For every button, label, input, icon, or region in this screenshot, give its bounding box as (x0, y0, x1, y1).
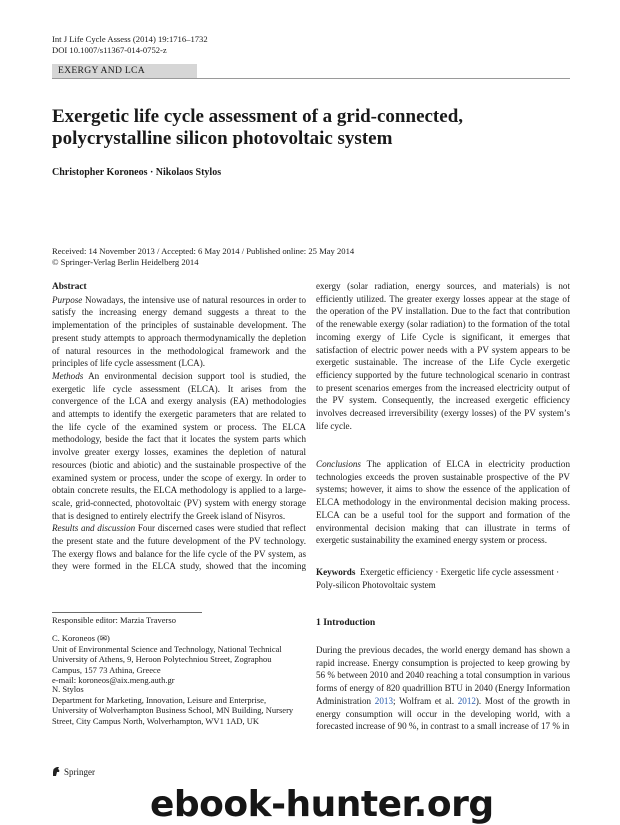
watermark: ebook-hunter.org (150, 784, 494, 825)
footnote-rule (52, 612, 202, 613)
copyright: © Springer-Verlag Berlin Heidelberg 2014 (52, 257, 199, 267)
abstract-right-column (316, 280, 570, 547)
paper-title-line1: Exergetic life cycle assessment of a grid-connected, (52, 106, 464, 127)
author2-affiliation (52, 684, 302, 726)
intro-heading: 1 Introduction (316, 617, 376, 628)
authors: Christopher Koroneos · Nikolaos Stylos (52, 167, 222, 178)
abstract-methods (52, 370, 306, 522)
conclusions-text: The application of ELCA in electricity production technologies exceeds the proven sustainable prospective of the PV systems; however, it aims to show the essence of the application of ELCA methodology in the environmental decision making process. ELCA can be a useful tool for the support and formation of the environmental decision making that can illustrate in terms of exergetic sustainability the examined energy system or process. (316, 459, 571, 546)
conclusions-label: Conclusions (316, 459, 361, 469)
intro-text-a: During the previous decades, the world energy demand has shown a rapid increase. Energy consumption is projected to keep growing by 56 % between 2010 and 2040 reaching a total consumption in various forms of energy of 820 quadrillion BTU in 2040 (Energy Information Administration (316, 645, 570, 706)
abstract-heading: Abstract (52, 282, 87, 292)
journal-header (52, 34, 208, 56)
author1-affiliation (52, 633, 302, 686)
purpose-label: Purpose (52, 294, 83, 305)
keywords (316, 566, 570, 591)
author2-affil-text: Department for Marketing, Innovation, Leisure and Enterprise, University of Wolverhampton Business School, MN Building, Nursery Street, City Campus North, Wolverhampton, WV1 1AD, UK (52, 694, 294, 726)
abstract-left-column (52, 281, 306, 572)
keywords-label: Keywords (316, 567, 356, 577)
citation-2012-link[interactable]: 2012 (457, 695, 476, 706)
keywords-text: Exergetic efficiency · Exergetic life cycle assessment · Poly-silicon Photovoltaic system (316, 567, 560, 590)
springer-horse-icon (52, 766, 61, 777)
results-continuation-text (316, 280, 570, 432)
section-rule (52, 78, 570, 79)
section-tag (52, 64, 570, 78)
abstract-purpose (52, 294, 306, 370)
abstract-conclusions (316, 458, 570, 547)
methods-text: An environmental decision support tool is studied, the exergetic life cycle assessment (ELCA). It arises from the convergence of the LCA and exergy analysis (EA) methodologies and attempts to identify the exergetic parameters that are related to the life cycle of the examined system or process. The ELCA methodology, beside the fact that it locates the system parts which involve greater exergy losses, examines the depletion of natural resources (biotic and abiotic) and the sustainable prospective of the examined system or process, under the scope of exergy. In order to obtain concrete results, the ELCA methodology is applied to a large-scale, grid-connected, photovoltaic (PV) system with energy storage that is designed to entirely electrify the Greek island of Nisyros. (52, 370, 306, 521)
dates-line: Received: 14 November 2013 / Accepted: 6 May 2014 / Published online: 25 May 2014 (52, 246, 355, 256)
author2-name: N. Stylos (52, 684, 84, 694)
purpose-text: Nowadays, the intensive use of natural resources in order to satisfy the increasing energy demand suggests a threat to the implementation of the principles of sustainable development. The present study attempts to approach thermodynamically the depletion of natural resources in the methodological framework and the principles of life cycle assessment (LCA). (52, 294, 306, 369)
intro-text-c: ). Most of the growth in energy consumption will occur in the developing world, with a forecasted increase of 90 %, in contrast to a small increase of 17 % in (316, 695, 570, 732)
intro-text-b: ; Wolfram et al. (392, 695, 458, 706)
publisher-footer (52, 766, 95, 777)
author1-email[interactable]: e-mail: koroneos@aix.meng.auth.gr (52, 675, 175, 686)
methods-label: Methods (52, 370, 84, 381)
author1-name: C. Koroneos (✉) (52, 633, 110, 643)
intro-text (316, 644, 570, 756)
doi: DOI 10.1007/s11367-014-0752-z (52, 45, 167, 55)
publisher-name: Springer (64, 766, 95, 777)
results-text: Four discerned cases were studied that reflect the present state and the future development of the PV technology. The exergy flows and balance for the life cycle of the PV system, as they were formed in the ELCA study, showed that the incoming (52, 523, 306, 572)
section-label: EXERGY AND LCA (58, 65, 145, 76)
paper-title-line2: polycrystalline silicon photovoltaic system (52, 128, 393, 149)
paper-title (52, 106, 572, 150)
publication-dates (52, 246, 354, 268)
citation-2013-link[interactable]: 2013 (374, 695, 393, 706)
results-label: Results and discussion (52, 523, 136, 534)
results-text-cont: exergy (solar radiation, energy sources, and materials) is not efficiently utilized. The greater exergy losses appear at the stage of the operation of the PV installation. Due to the fact that contribution of the renewable exergy (solar radiation) to the formation of the total incoming exergy of Life Cycle is significant, it emerges that satisfaction of electric power needs with a PV system appears to be exergetic sustainable. The increase of the Life Cycle exergetic efficiency supported by the future technological scenario in contrast to present scenarios emerges from the increased electricity output of the PV system. Consequently, the increased exergetic efficiency involves decreased irreversibility (exergy losses) of the PV system’s life cycle. (316, 281, 570, 431)
journal-citation: Int J Life Cycle Assess (2014) 19:1716–1732 (52, 34, 208, 44)
responsible-editor: Responsible editor: Marzia Traverso (52, 615, 176, 625)
results-continuation (316, 280, 570, 458)
author1-affil-text: Unit of Environmental Science and Technology, National Technical University of Athens, 9, Heroon Polytechniou Street, Zographou Campus, 157 73 Athina, Greece (52, 643, 282, 675)
abstract-results (52, 522, 306, 572)
